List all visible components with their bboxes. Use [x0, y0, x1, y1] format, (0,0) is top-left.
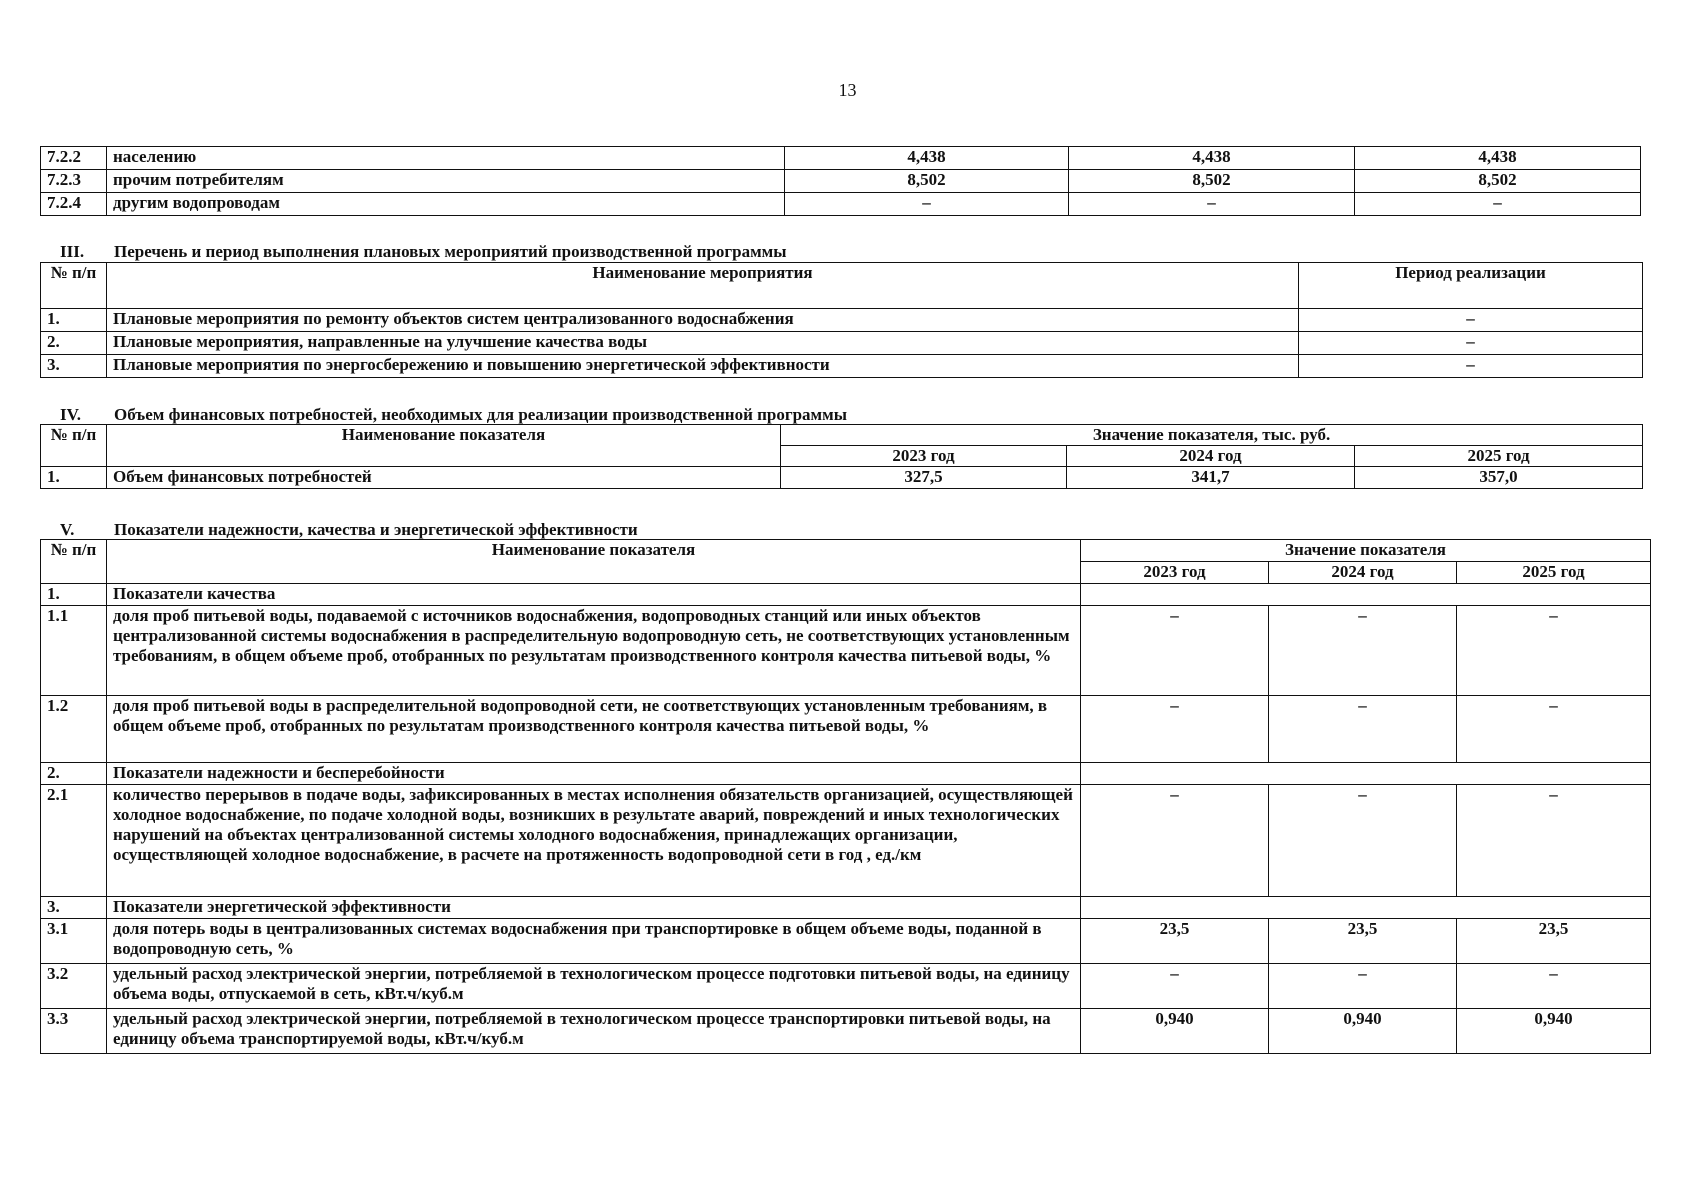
table-row: [41, 919, 1651, 964]
row-number: 3.1: [41, 919, 107, 964]
row-number: 7.2.3: [41, 170, 107, 193]
header-name: Наименование показателя: [107, 425, 781, 467]
row-name: Показатели энергетической эффективности: [107, 897, 1081, 919]
table-row: [41, 193, 1641, 216]
header-value: Значение показателя: [1081, 540, 1651, 562]
section-4-title-text: Объем финансовых потребностей, необходимых для реализации производственной программы: [114, 405, 847, 424]
value-2024: 8,502: [1069, 170, 1355, 193]
row-number: 2.: [41, 763, 107, 785]
row-period: –: [1299, 309, 1643, 332]
section-5-title: [60, 520, 638, 540]
value-2025: –: [1457, 696, 1651, 763]
section-3-title-text: Перечень и период выполнения плановых мероприятий производственной программы: [114, 242, 787, 261]
section-4-number: IV.: [60, 405, 81, 424]
section-4-title: [60, 405, 847, 425]
value-2025: –: [1355, 193, 1641, 216]
header-year-2024: 2024 год: [1067, 446, 1355, 467]
row-number: 3.: [41, 897, 107, 919]
table-header-row: [41, 425, 1643, 446]
row-name: доля потерь воды в централизованных системах водоснабжения при транспортировке в общем объеме воды, поданной в водопроводную сеть, %: [107, 919, 1081, 964]
row-values-empty: [1081, 897, 1651, 919]
value-2024: –: [1269, 606, 1457, 696]
table-group-row: [41, 897, 1651, 919]
value-2023: 4,438: [785, 147, 1069, 170]
section-5-title-text: Показатели надежности, качества и энергетической эффективности: [114, 520, 638, 539]
row-number: 1.: [41, 467, 107, 489]
row-values-empty: [1081, 584, 1651, 606]
row-number: 2.: [41, 332, 107, 355]
value-2025: –: [1457, 964, 1651, 1009]
row-name: прочим потребителям: [107, 170, 785, 193]
value-2024: 4,438: [1069, 147, 1355, 170]
value-2024: 23,5: [1269, 919, 1457, 964]
row-number: 3.3: [41, 1009, 107, 1054]
row-number: 2.1: [41, 785, 107, 897]
table-row: [41, 1009, 1651, 1054]
header-period: Период реализации: [1299, 263, 1643, 309]
row-number: 3.2: [41, 964, 107, 1009]
value-2025: –: [1457, 606, 1651, 696]
value-2023: 23,5: [1081, 919, 1269, 964]
table-row: [41, 696, 1651, 763]
table-row: [41, 147, 1641, 170]
value-2023: –: [785, 193, 1069, 216]
row-number: 1.: [41, 309, 107, 332]
row-number: 1.: [41, 584, 107, 606]
table-row: [41, 467, 1643, 489]
value-2025: –: [1457, 785, 1651, 897]
table-group-row: [41, 763, 1651, 785]
section-3-table: [40, 262, 1643, 378]
row-name: другим водопроводам: [107, 193, 785, 216]
row-number: 7.2.4: [41, 193, 107, 216]
value-2023: 0,940: [1081, 1009, 1269, 1054]
header-name: Наименование мероприятия: [107, 263, 1299, 309]
page-number: 13: [838, 80, 857, 100]
section-5-table: [40, 539, 1651, 1054]
table-header-row: [41, 540, 1651, 562]
header-name: Наименование показателя: [107, 540, 1081, 584]
row-name: Объем финансовых потребностей: [107, 467, 781, 489]
table-row: [41, 785, 1651, 897]
section-5-number: V.: [60, 520, 75, 539]
header-year-2023: 2023 год: [781, 446, 1067, 467]
value-2023: –: [1081, 696, 1269, 763]
value-2024: 0,940: [1269, 1009, 1457, 1054]
header-year-2025: 2025 год: [1457, 562, 1651, 584]
table-row: [41, 964, 1651, 1009]
section-3-number: III.: [60, 242, 85, 261]
row-values-empty: [1081, 763, 1651, 785]
header-year-2025: 2025 год: [1355, 446, 1643, 467]
value-2025: 23,5: [1457, 919, 1651, 964]
table-header-row: [41, 263, 1643, 309]
row-number: 1.1: [41, 606, 107, 696]
value-2023: –: [1081, 964, 1269, 1009]
row-name: удельный расход электрической энергии, потребляемой в технологическом процессе подготовки питьевой воды, на единицу объема воды, отпускаемой в сеть, кВт.ч/куб.м: [107, 964, 1081, 1009]
header-year-2023: 2023 год: [1081, 562, 1269, 584]
header-value: Значение показателя, тыс. руб.: [781, 425, 1643, 446]
value-2023: –: [1081, 785, 1269, 897]
row-name: Показатели надежности и бесперебойности: [107, 763, 1081, 785]
value-2025: 4,438: [1355, 147, 1641, 170]
row-name: населению: [107, 147, 785, 170]
value-2024: –: [1269, 964, 1457, 1009]
header-number: № п/п: [41, 263, 107, 309]
row-name: Плановые мероприятия по ремонту объектов систем централизованного водоснабжения: [107, 309, 1299, 332]
row-name: доля проб питьевой воды в распределительной водопроводной сети, не соответствующих установленным требованиям, в общем объеме проб, отобранных по результатам производственного контроля качества питьевой воды, %: [107, 696, 1081, 763]
row-period: –: [1299, 355, 1643, 378]
top-table: [40, 146, 1641, 216]
table-row: [41, 309, 1643, 332]
value-2023: –: [1081, 606, 1269, 696]
value-2023: 327,5: [781, 467, 1067, 489]
row-name: удельный расход электрической энергии, потребляемой в технологическом процессе транспортировки питьевой воды, на единицу объема транспортируемой воды, кВт.ч/куб.м: [107, 1009, 1081, 1054]
table-row: [41, 332, 1643, 355]
header-year-2024: 2024 год: [1269, 562, 1457, 584]
section-4-table: [40, 424, 1643, 489]
row-number: 1.2: [41, 696, 107, 763]
row-name: количество перерывов в подаче воды, зафиксированных в местах исполнения обязательств организацией, осуществляющей холодное водоснабжение, по подаче холодной воды, возникших в результате аварий, повреждений и иных технологических нарушений на объектах централизованной системы холодного водоснабжения, принадлежащих организации, осуществляющей холодное водоснабжение, в расчете на протяженность водопроводной сети в год , ед./км: [107, 785, 1081, 897]
value-2024: –: [1069, 193, 1355, 216]
value-2025: 0,940: [1457, 1009, 1651, 1054]
row-name: Показатели качества: [107, 584, 1081, 606]
value-2024: –: [1269, 696, 1457, 763]
table-row: [41, 170, 1641, 193]
value-2025: 357,0: [1355, 467, 1643, 489]
header-number: № п/п: [41, 425, 107, 467]
row-number: 3.: [41, 355, 107, 378]
row-name: Плановые мероприятия по энергосбережению и повышению энергетической эффективности: [107, 355, 1299, 378]
value-2024: 341,7: [1067, 467, 1355, 489]
row-period: –: [1299, 332, 1643, 355]
table-row: [41, 606, 1651, 696]
section-3-title: [60, 242, 787, 262]
table-row: [41, 355, 1643, 378]
table-group-row: [41, 584, 1651, 606]
row-name: Плановые мероприятия, направленные на улучшение качества воды: [107, 332, 1299, 355]
row-number: 7.2.2: [41, 147, 107, 170]
value-2025: 8,502: [1355, 170, 1641, 193]
value-2024: –: [1269, 785, 1457, 897]
row-name: доля проб питьевой воды, подаваемой с источников водоснабжения, водопроводных станций или иных объектов централизованной системы водоснабжения в распределительную водопроводную сеть, не соответствующих установленным требованиям, в общем объеме проб, отобранных по результатам производственного контроля качества питьевой воды, %: [107, 606, 1081, 696]
header-number: № п/п: [41, 540, 107, 584]
value-2023: 8,502: [785, 170, 1069, 193]
